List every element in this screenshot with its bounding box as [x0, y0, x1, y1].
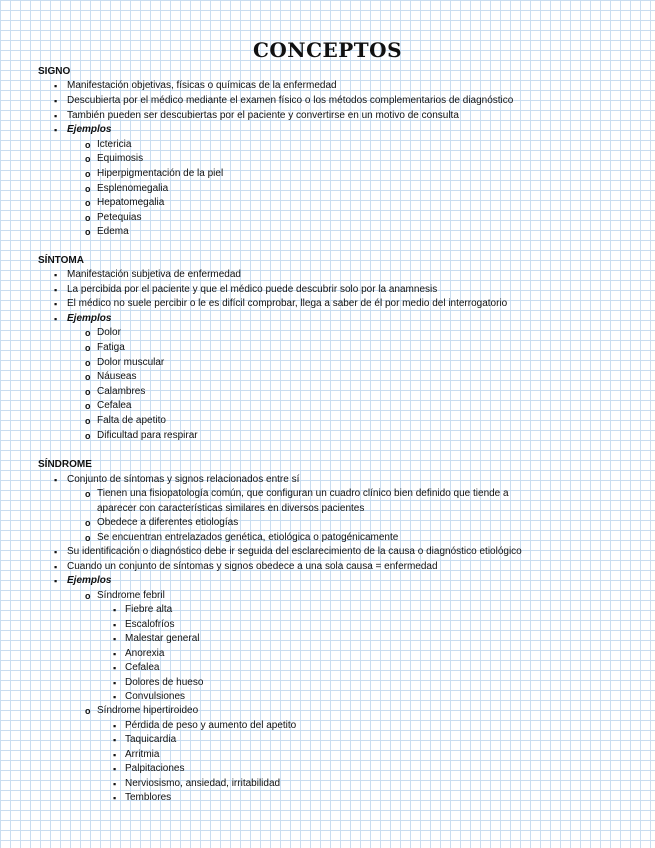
hiper-item: ▪ Pérdida de peso y aumento del apetito: [125, 720, 296, 732]
sintoma-example: o Dolor: [97, 327, 121, 339]
sindrome-subitem-continuation: aparecer con características similares en diversos pacientes: [97, 503, 365, 514]
sindrome-hiper-title: o Síndrome hipertiroideo: [97, 705, 198, 717]
sintoma-example: o Falta de apetito: [97, 415, 166, 427]
signo-example: o Edema: [97, 226, 129, 238]
signo-example: o Hepatomegalia: [97, 197, 164, 209]
febril-item: ▪ Anorexia: [125, 648, 164, 660]
febril-item: ▪ Escalofríos: [125, 619, 174, 631]
sintoma-item: ▪ La percibida por el paciente y que el médico puede descubrir solo por la anamnesis: [67, 284, 437, 296]
sintoma-examples-label: ▪ Ejemplos: [67, 313, 111, 325]
hiper-item: ▪ Arritmia: [125, 749, 159, 761]
signo-item: ▪ Descubierta por el médico mediante el examen físico o los métodos complementarios de diagnóstico: [67, 95, 513, 107]
sintoma-item: ▪ El médico no suele percibir o le es difícil comprobar, llega a saber de él por medio del interrogatorio: [67, 298, 507, 310]
sindrome-item: ▪ Su identificación o diagnóstico debe ir seguida del esclarecimiento de la causa o diagnóstico etiológico: [67, 546, 522, 558]
signo-example: o Esplenomegalia: [97, 183, 168, 195]
sindrome-subitem: o Tienen una fisiopatología común, que configuran un cuadro clínico bien definido que tiende a: [97, 488, 509, 500]
sindrome-subitem: o Obedece a diferentes etiologías: [97, 517, 238, 529]
hiper-item: ▪ Nerviosismo, ansiedad, irritabilidad: [125, 778, 280, 790]
page-title: CONCEPTOS: [252, 38, 403, 62]
sindrome-febril-title: o Síndrome febril: [97, 590, 165, 602]
signo-item: ▪ También pueden ser descubiertas por el paciente y convertirse en un motivo de consulta: [67, 110, 459, 122]
signo-example: o Petequias: [97, 212, 141, 224]
febril-item: ▪ Malestar general: [125, 633, 199, 645]
sintoma-example: o Náuseas: [97, 371, 136, 383]
sintoma-example: o Dificultad para respirar: [97, 430, 198, 442]
sintoma-example: o Cefalea: [97, 400, 131, 412]
sindrome-heading: SÍNDROME: [38, 459, 92, 470]
sintoma-example: o Calambres: [97, 386, 145, 398]
sindrome-item: ▪ Conjunto de síntomas y signos relacionados entre sí: [67, 474, 299, 486]
hiper-item: ▪ Palpitaciones: [125, 763, 184, 775]
signo-example: o Hiperpigmentación de la piel: [97, 168, 223, 180]
sintoma-example: o Dolor muscular: [97, 357, 164, 369]
signo-example: o Equimosis: [97, 153, 143, 165]
sindrome-subitem: o Se encuentran entrelazados genética, etiológica o patogénicamente: [97, 532, 398, 544]
hiper-item: ▪ Temblores: [125, 792, 171, 804]
febril-item: ▪ Convulsiones: [125, 691, 185, 703]
sintoma-example: o Fatiga: [97, 342, 125, 354]
hiper-item: ▪ Taquicardia: [125, 734, 176, 746]
signo-item: ▪ Manifestación objetivas, físicas o químicas de la enfermedad: [67, 80, 337, 92]
sindrome-item: ▪ Cuando un conjunto de síntomas y signos obedece a una sola causa = enfermedad: [67, 561, 438, 573]
signo-example: o Ictericia: [97, 139, 131, 151]
signo-examples-label: ▪ Ejemplos: [67, 124, 111, 136]
sintoma-item: ▪ Manifestación subjetiva de enfermedad: [67, 269, 241, 281]
signo-heading: SIGNO: [38, 66, 71, 77]
febril-item: ▪ Fiebre alta: [125, 604, 172, 616]
febril-item: ▪ Cefalea: [125, 662, 159, 674]
sintoma-heading: SÍNTOMA: [38, 255, 84, 266]
febril-item: ▪ Dolores de hueso: [125, 677, 203, 689]
sindrome-examples-label: ▪ Ejemplos: [67, 575, 111, 587]
